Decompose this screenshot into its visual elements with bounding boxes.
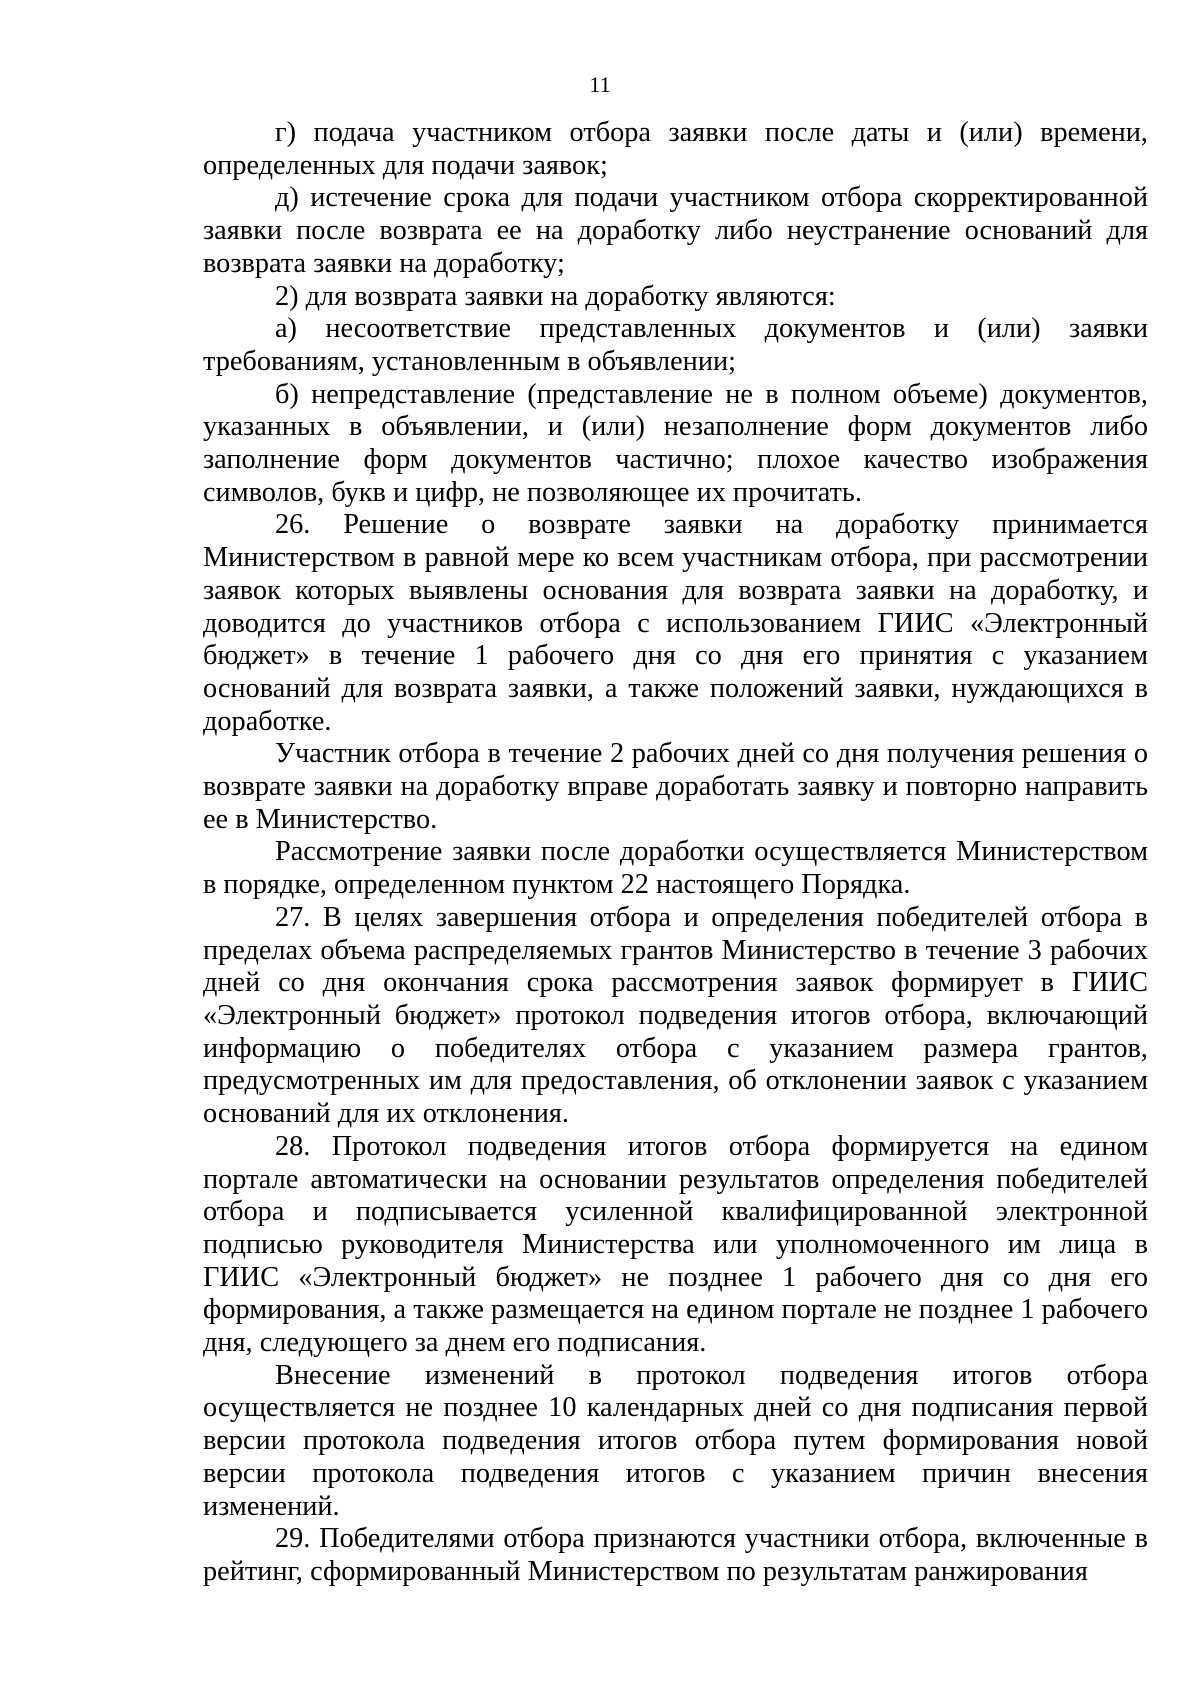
- paragraph-d-expired-correction: д) истечение срока для подачи участником отбора скорректированной заявки после возврата ее на доработку либо неустранение оснований для возврата заявки на доработку;: [203, 182, 1148, 279]
- document-body: [203, 117, 1148, 1589]
- paragraph-b-incomplete-documents: б) непредставление (представление не в полном объеме) документов, указанных в объявлении, и (или) незаполнение форм документов либо заполнение форм документов частично; плохое качество изображения символов, букв и цифр, не позволяющее их прочитать.: [203, 378, 1148, 508]
- page-number: 11: [589, 72, 611, 97]
- paragraph-29-winners: 29. Победителями отбора признаются участники отбора, включенные в рейтинг, сформированный Министерством по результатам ранжирования: [203, 1523, 1148, 1587]
- paragraph-26-return-decision: 26. Решение о возврате заявки на доработку принимается Министерством в равной мере ко всем участникам отбора, при рассмотрении заявок которых выявлены основания для возврата заявки на доработку, и доводится до участников отбора с использованием ГИИС «Электронный бюджет» в течение 1 рабочего дня со дня его принятия с указанием оснований для возврата заявки, а также положений заявки, нуждающихся в доработке.: [203, 509, 1148, 737]
- paragraph-2-return-grounds: 2) для возврата заявки на доработку являются:: [275, 280, 836, 312]
- paragraph-g-late-submission: г) подача участником отбора заявки после даты и (или) времени, определенных для подачи заявок;: [203, 117, 1148, 181]
- paragraph-protocol-amendments: Внесение изменений в протокол подведения итогов отбора осуществляется не позднее 10 календарных дней со дня подписания первой версии протокола подведения итогов отбора путем формирования новой версии протокола подведения итогов с указанием причин внесения изменений.: [203, 1359, 1148, 1522]
- paragraph-28-protocol: 28. Протокол подведения итогов отбора формируется на едином портале автоматически на основании результатов определения победителей отбора и подписывается усиленной квалифицированной электронной подписью руководителя Министерства или уполномоченного им лица в ГИИС «Электронный бюджет» не позднее 1 рабочего дня со дня его формирования, а также размещается на едином портале не позднее 1 рабочего дня, следующего за днем его подписания.: [203, 1130, 1148, 1359]
- paragraph-review-after-rework: Рассмотрение заявки после доработки осуществляется Министерством в порядке, определенном пунктом 22 настоящего Порядка.: [203, 836, 1148, 901]
- paragraph-a-nonconformity: а) несоответствие представленных документов и (или) заявки требованиям, установленным в объявлении;: [203, 313, 1148, 377]
- paragraph-resubmission: Участник отбора в течение 2 рабочих дней со дня получения решения о возврате заявки на доработку вправе доработать заявку и повторно направить ее в Министерство.: [203, 738, 1148, 835]
- paragraph-27-selection-results: 27. В целях завершения отбора и определения победителей отбора в пределах объема распределяемых грантов Министерство в течение 3 рабочих дней со дня окончания срока рассмотрения заявок формирует в ГИИС «Электронный бюджет» протокол подведения итогов отбора, включающий информацию о победителях отбора с указанием размера грантов, предусмотренных им для предоставления, об отклонении заявок с указанием оснований для их отклонения.: [203, 901, 1148, 1130]
